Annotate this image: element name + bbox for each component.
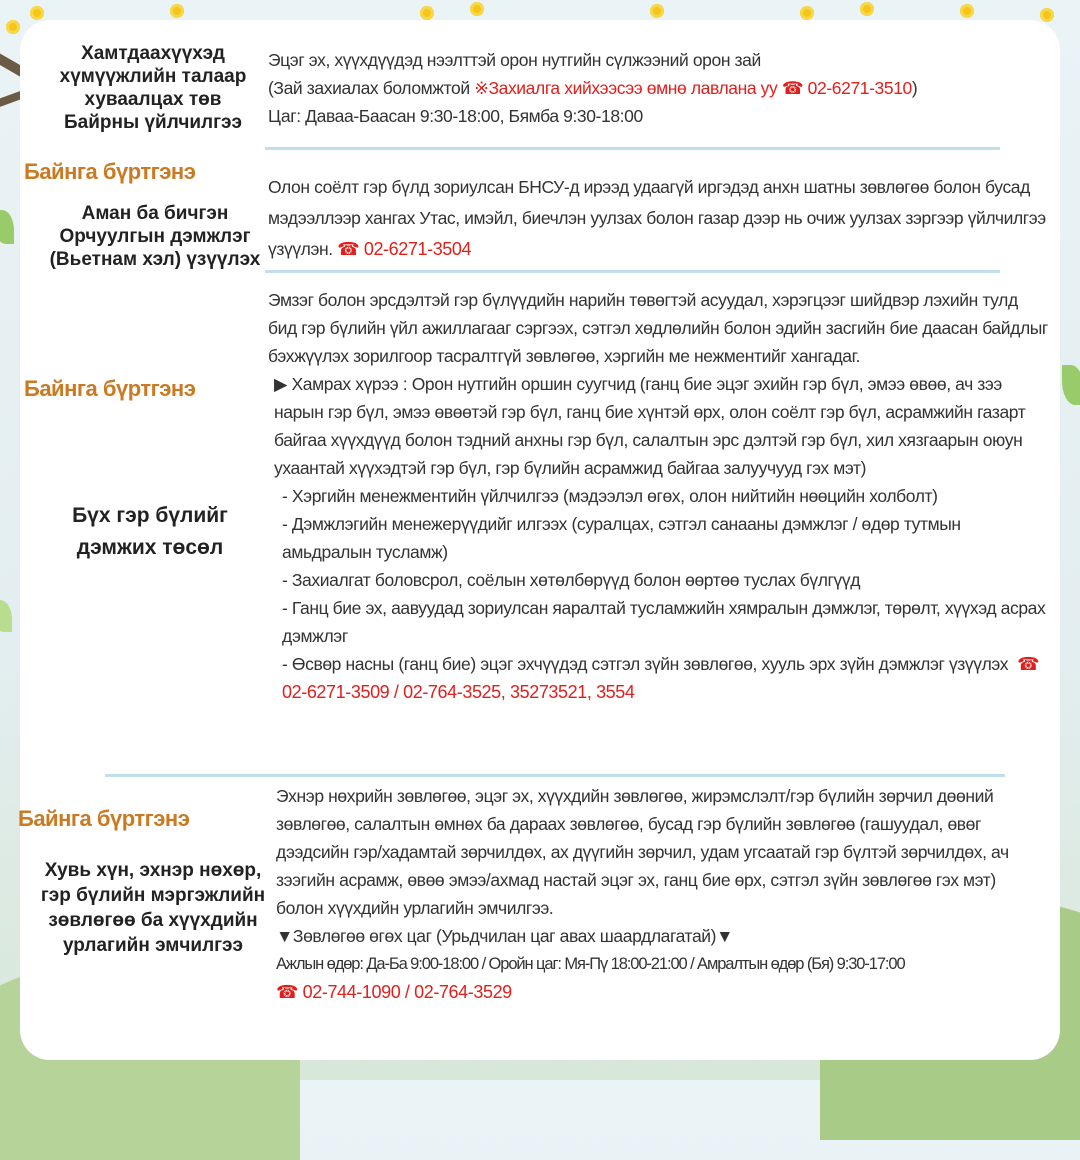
- section3-item: - Хэргийн менежментийн үйлчилгээ (мэдээлэл өгөх, олон нийтийн нөөцийн холболт): [282, 486, 938, 506]
- section1-hours: Цаг: Даваа-Баасан 9:30-18:00, Бямба 9:30-18:00: [268, 106, 643, 126]
- section1-title: Хамтдаахүүхэд хүмүүжлийн талаар хуваалцах төв Байрны үйлчилгээ: [59, 43, 247, 133]
- section2-status-tag: Байнга бүртгэнэ: [24, 159, 196, 184]
- divider: [265, 270, 1000, 273]
- section2-title: Аман ба бичгэн Орчуулгын дэмжлэг (Вьетнам хэл) үзүүлэх: [49, 203, 261, 270]
- section2-phone: ☎ 02-6271-3504: [337, 239, 472, 259]
- section4-phone: ☎ 02-744-1090 / 02-764-3529: [276, 982, 512, 1002]
- section1-line1: Эцэг эх, хүүхдүүдэд нээлттэй орон нутгийн сүлжээний орон зай: [268, 50, 761, 70]
- section4-hours-title: ▼Зөвлөгөө өгөх цаг (Урьдчилан цаг авах шаардлагатай)▼: [276, 926, 734, 946]
- section3-title: Бүх гэр бүлийг дэмжих төсөл: [72, 504, 228, 559]
- section3-text: [268, 286, 1048, 706]
- divider: [265, 147, 1000, 150]
- section4-status-tag: Байнга бүртгэнэ: [18, 806, 190, 831]
- section3-item: - Захиалгат боловсрол, соёлын хөтөлбөрүүд болон өөртөө туслах бүлгүүд: [282, 570, 861, 590]
- section1-text: [268, 46, 1048, 130]
- section1-reservation-note: ※Захиалга хийхээсээ өмнө лавлана уу ☎ 02-6271-3510: [474, 78, 912, 98]
- section3-item: - Ганц бие эх, аавуудад зориулсан яаралтай тусламжийн хямралын дэмжлэг, төрөлт, хүүхэд асрах дэмжлэг: [282, 598, 1046, 646]
- section3-item: - Дэмжлэгийн менежерүүдийг илгээх (суралцах, сэтгэл санааны дэмжлэг / өдөр тутмын амьдралын тусламж): [282, 514, 961, 562]
- section3-phone: ☎ 02-6271-3509 / 02-764-3525, 35273521, 3554: [282, 654, 1040, 702]
- section1-line2-prefix: (Зай захиалах боломжтой: [268, 78, 475, 98]
- section3-scope: ▶ Хамрах хүрээ : Орон нутгийн оршин суугчид (ганц бие эцэг эхийн гэр бүл, эмээ өвөө, ач зээ нарын гэр бүл, эмээ өвөөтэй гэр бүл, ганц бие хүнтэй өрх, олон соёлт гэр бүл, асрамжийн газарт байгаа хүүхдүүд болон тэдний анхны гэр бүл, салалтын эрс дэлтэй гэр бүл, хил хязгаарын оюун ухаантай хүүхэдтэй гэр бүл, гэр бүлийн асрамжид байгаа залуучууд гэх мэт): [274, 374, 1026, 478]
- section4-text: [276, 782, 1046, 1006]
- section3-item: [268, 650, 1048, 706]
- section2-text: [268, 172, 1048, 265]
- content-card: [20, 20, 1060, 1060]
- section2-description: Олон соёлт гэр бүлд зориулсан БНСУ-д ирээд удаагүй иргэдэд анхн шатны зөвлөгөө болон бусад мэдээллээр хангах Утас, имэйл, биечлэн уулзах болон газар дээр нь очиж уулзах зэргээр үйлчилгээ үзүүлэн.: [268, 177, 1046, 259]
- section4-title: Хувь хүн, эхнэр нөхөр, гэр бүлийн мэргэжлийн зөвлөгөө ба хүүхдийн урлагийн эмчилгээ: [40, 860, 266, 956]
- divider: [105, 774, 1005, 777]
- section4-description: Эхнэр нөхрийн зөвлөгөө, эцэг эх, хүүхдийн зөвлөгөө, жирэмслэлт/гэр бүлийн зөрчил дөөний зөвлөгөө, салалтын өмнөх ба дараах зөвлөгөө, бусад гэр бүлийн зөвлөгөө (гашуудал, өвөг дээдсийн гэр/хадамтай зөрчилдөх, ах дүүгийн зөрчил, удам угсаатай гэр бүлтэй зөрчилдөх, ач зээгийн асрамж, өвөө эмээ/ахмад настай эцэг эх, ганц бие өрх, сэтгэл зүйн зөвлөгөө гэх мэт) болон хүүхдийн урлагийн эмчилгээ.: [276, 786, 1009, 918]
- section1-line2: [268, 74, 1048, 102]
- section3-item-text: - Өсвөр насны (ганц бие) эцэг эхчүүдэд сэтгэл зүйн зөвлөгөө, хууль эрх зүйн дэмжлэг үзүүлэх: [282, 654, 1009, 674]
- section4-hours: Ажлын өдөр: Да-Ба 9:00-18:00 / Оройн цаг: Мя-Пү 18:00-21:00 / Амралтын өдөр (Бя) 9:30-17:00: [276, 955, 905, 973]
- section3-status-tag: Байнга бүртгэнэ: [24, 376, 196, 401]
- section1-line2-suffix: ): [911, 78, 918, 98]
- section3-intro: Эмзэг болон эрсдэлтэй гэр бүлүүдийн нарийн төвөгтэй асуудал, хэрэгцээг шийдвэр лэхийн тулд бид гэр бүлийн үйл ажиллагааг сэргээх, сэтгэл хөдлөлийн болон эдийн засгийн бие даасан байдлыг бэхжүүлэх зорилгоор тасралтгүй зөвлөгөө, хэргийн ме нежментийг хангадаг.: [268, 290, 1048, 366]
